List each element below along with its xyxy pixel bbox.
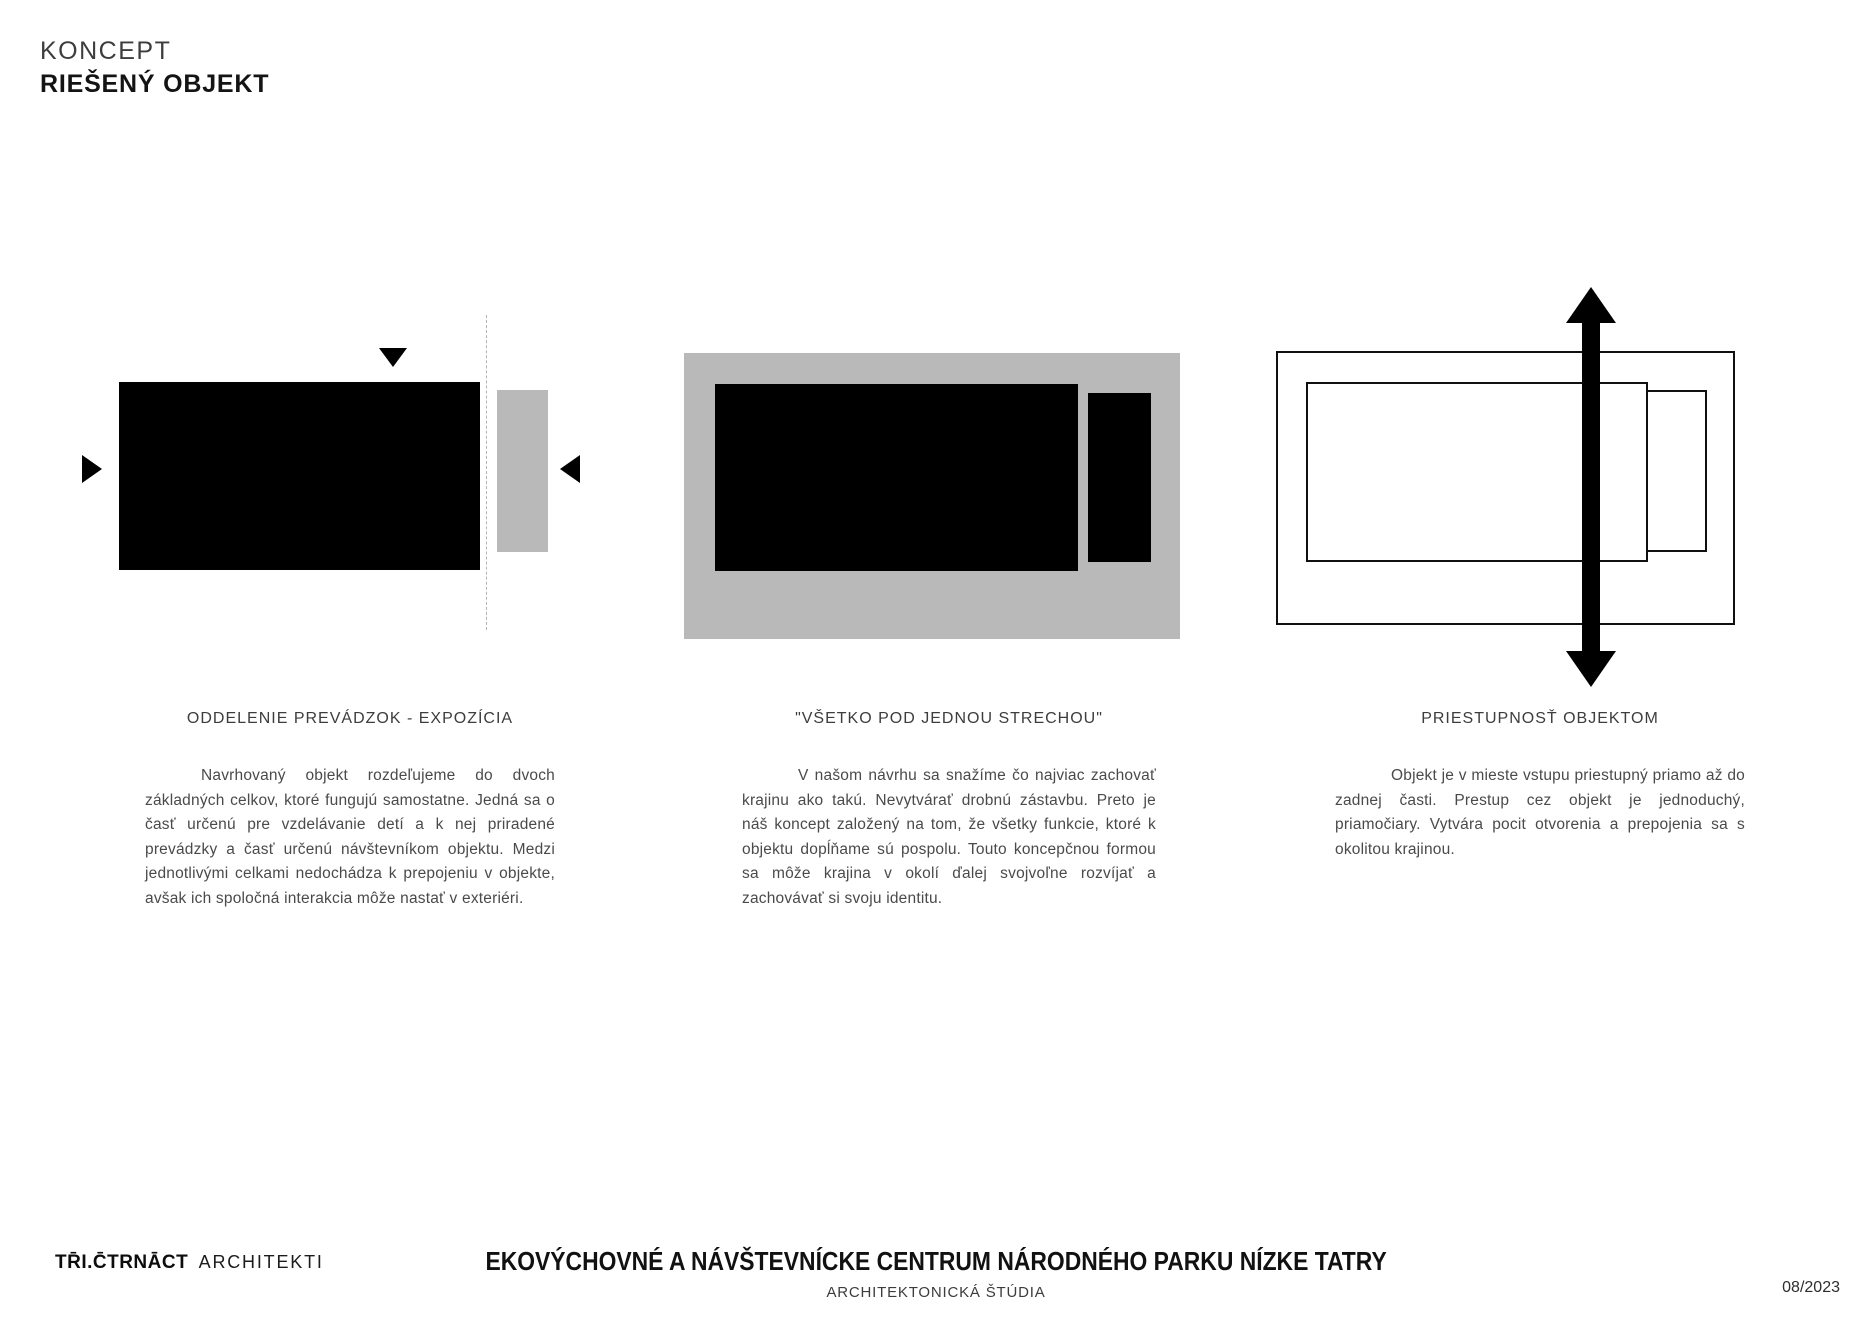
- diagram-description: V našom návrhu sa snažíme čo najviac zachovať krajinu ako takú. Nevytvárať drobnú zástavbu. Preto je náš koncept založený na tom, že všetky funkcie, ktoré k objektu dopĺňame sú pospolu. Touto koncepčnou formou sa môže krajina v okolí ďalej svojvoľne rozvíjať a zachovávať si svoju identitu.: [742, 767, 1156, 907]
- gray-exposition-block: [497, 390, 548, 552]
- section-title: KONCEPT: [40, 37, 172, 65]
- inner-annex-outline: [1646, 390, 1707, 552]
- column-permeability: [1335, 708, 1745, 862]
- studio-logo-word: ARCHITEKTI: [198, 1252, 324, 1272]
- arrow-down-head: [1566, 651, 1616, 687]
- black-annex-volume: [1088, 393, 1151, 562]
- down-arrow-icon: [379, 348, 407, 367]
- column-one-roof: [742, 708, 1156, 912]
- page-header: [40, 36, 269, 100]
- diagram-description: Navrhovaný objekt rozdeľujeme do dvoch základných celkov, ktoré fungujú samostatne. Jedná sa o časť určenú pre vzdelávanie detí a k nej priradené prevádzky a časť určenú návštevníkom objektu. Medzi jednotlivými celkami nedochádza k prepojeniu v objekte, avšak ich spoločná interakcia môže nastať v exteriéri.: [145, 767, 555, 907]
- diagram-caption: PRIESTUPNOSŤ OBJEKTOM: [1421, 710, 1659, 727]
- column-separation: [145, 708, 555, 912]
- dashed-separation-line: [486, 315, 487, 630]
- diagram-description: Objekt je v mieste vstupu priestupný priamo až do zadnej časti. Prestup cez objekt je jednoduchý, priamočiary. Vytvára pocit otvorenia a prepojenia sa s okolitou krajinou.: [1335, 767, 1745, 858]
- black-main-volume: [715, 384, 1078, 571]
- section-subtitle: RIEŠENÝ OBJEKT: [40, 70, 270, 98]
- footer-project-block: [0, 1246, 1872, 1301]
- diagram-caption: ODDELENIE PREVÁDZOK - EXPOZÍCIA: [186, 710, 514, 727]
- black-building-block: [119, 382, 480, 570]
- right-arrow-icon: [82, 455, 102, 483]
- project-subtitle: ARCHITEKTONICKÁ ŠTÚDIA: [826, 1284, 1046, 1301]
- left-arrow-icon: [560, 455, 580, 483]
- diagram-caption: "VŠETKO POD JEDNOU STRECHOU": [795, 710, 1103, 727]
- arrow-shaft: [1582, 316, 1600, 656]
- sheet-date: 08/2023: [1782, 1279, 1840, 1296]
- project-title: EKOVÝCHOVNÉ A NÁVŠTEVNÍCKE CENTRUM NÁRODNÉHO PARKU NÍZKE TATRY: [485, 1246, 1387, 1276]
- studio-logo-mark: TR̄I.C̄TRNĀCT: [55, 1252, 189, 1273]
